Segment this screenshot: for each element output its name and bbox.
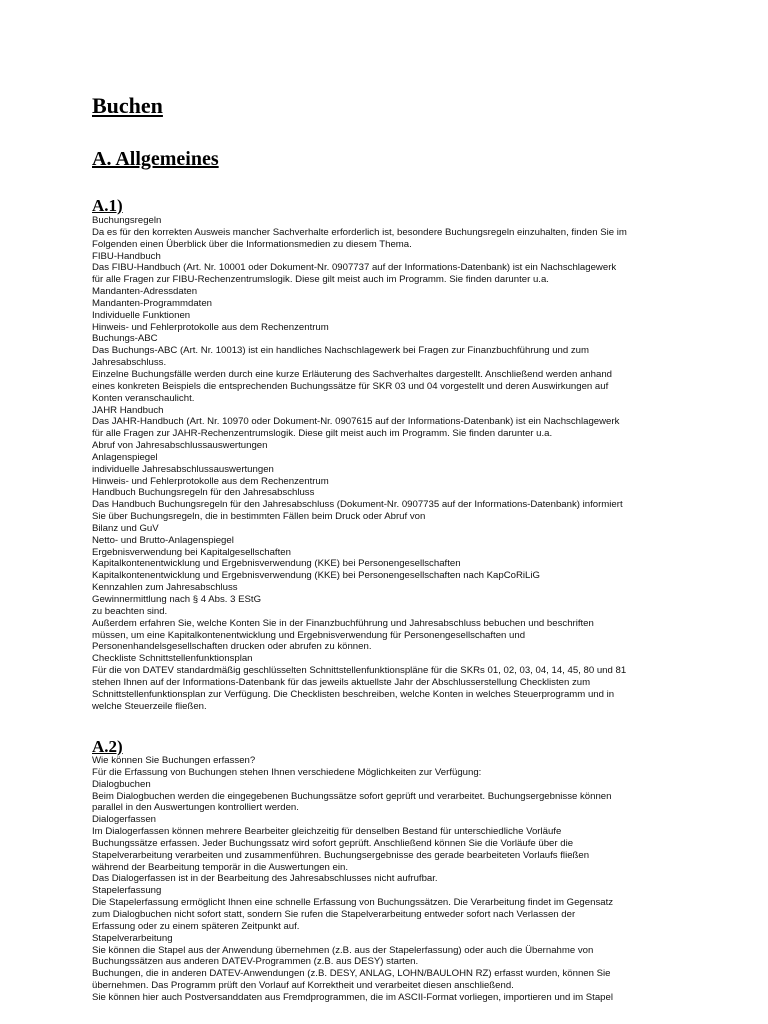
text-line: eines konkreten Beispiels die entsprechenden Buchungssätze für SKR 03 und 04 vorgestellt und deren Auswirkungen auf bbox=[92, 380, 609, 392]
text-line: Kapitalkontenentwicklung und Ergebnisverwendung (KKE) bei Personengesellschaften bbox=[92, 558, 461, 570]
text-line: Handbuch Buchungsregeln für den Jahresabschluss bbox=[92, 487, 315, 499]
text-line: Sie können hier auch Postversanddaten aus Fremdprogrammen, die im ASCII-Format vorliegen, importieren und im Stapel bbox=[92, 991, 613, 1003]
text-line: Buchungssätzen aus anderen DATEV-Programmen (z.B. aus DESY) starten. bbox=[92, 956, 419, 968]
text-line: Das Handbuch Buchungsregeln für den Jahresabschluss (Dokument-Nr. 0907735 auf der Informations-Datenbank) informiert bbox=[92, 499, 623, 511]
text-line: Im Dialogerfassen können mehrere Bearbeiter gleichzeitig für denselben Bestand für unterschiedliche Vorläufe bbox=[92, 826, 562, 838]
section-body-a2 bbox=[92, 755, 682, 1004]
text-line: Stapelerfassung bbox=[92, 885, 162, 897]
text-line: Das Dialogerfassen ist in der Bearbeitung des Jahresabschlusses nicht aufrufbar. bbox=[92, 873, 438, 885]
text-line: Erfassung oder zu einem späteren Zeitpunkt auf. bbox=[92, 920, 300, 932]
text-line: Konten veranschaulicht. bbox=[92, 392, 195, 404]
text-line: Personenhandelsgesellschaften drucken oder abrufen zu können. bbox=[92, 641, 372, 653]
chapter-heading: A. Allgemeines bbox=[92, 148, 219, 170]
text-line: müssen, um eine Kapitalkontenentwicklung und Ergebnisverwendung für Personengesellschaften und bbox=[92, 629, 526, 641]
text-line: individuelle Jahresabschlussauswertungen bbox=[92, 463, 274, 475]
text-line: Hinweis- und Fehlerprotokolle aus dem Rechenzentrum bbox=[92, 475, 329, 487]
text-line: Schnittstellenfunktionsplan zur Verfügung. Die Checklisten beschreiben, welche Konten in welches Steuerprogramm und in bbox=[92, 688, 615, 700]
text-line: Buchungs-ABC bbox=[92, 333, 158, 345]
text-line: Für die Erfassung von Buchungen stehen Ihnen verschiedene Möglichkeiten zur Verfügung: bbox=[92, 766, 482, 778]
text-line: Dialogbuchen bbox=[92, 778, 151, 790]
text-line: für alle Fragen zur JAHR-Rechenzentrumslogik. Diese gilt meist auch im Programm. Sie finden darunter u.a. bbox=[92, 428, 553, 440]
text-line: Stapelverarbeitung bbox=[92, 932, 173, 944]
text-line: Jahresabschluss. bbox=[92, 357, 167, 369]
text-line: Da es für den korrekten Ausweis mancher Sachverhalte erforderlich ist, besondere Buchungsregeln einzuhalten, finden Sie im bbox=[92, 226, 627, 238]
text-line: Kennzahlen zum Jahresabschluss bbox=[92, 582, 238, 594]
text-line: Die Stapelerfassung ermöglicht Ihnen eine schnelle Erfassung von Buchungssätzen. Die Verarbeitung findet im Gegensatz bbox=[92, 897, 614, 909]
text-line: welche Steuerzeile fließen. bbox=[92, 700, 207, 712]
text-line: Kapitalkontenentwicklung und Ergebnisverwendung (KKE) bei Personengesellschaften nach KapCoRiLiG bbox=[92, 570, 540, 582]
text-line: zum Dialogbuchen nicht sofort statt, sondern Sie rufen die Stapelverarbeitung entweder sofort nach Verlassen der bbox=[92, 908, 576, 920]
text-line: JAHR Handbuch bbox=[92, 404, 164, 416]
text-line: Ergebnisverwendung bei Kapitalgesellschaften bbox=[92, 546, 291, 558]
text-line: Dialogerfassen bbox=[92, 814, 156, 826]
text-line: Sie über Buchungsregeln, die in bestimmten Fällen beim Druck oder Abruf von bbox=[92, 511, 426, 523]
section-heading-a2: A.2) bbox=[92, 737, 123, 756]
text-line: Buchungen, die in anderen DATEV-Anwendungen (z.B. DESY, ANLAG, LOHN/BAULOHN RZ) erfasst wurden, können Sie bbox=[92, 968, 611, 980]
text-line: Abruf von Jahresabschlussauswertungen bbox=[92, 440, 268, 452]
text-line: Das JAHR-Handbuch (Art. Nr. 10970 oder Dokument-Nr. 0907615 auf der Informations-Datenbank) ist ein Nachschlagewerk bbox=[92, 416, 620, 428]
text-line: Wie können Sie Buchungen erfassen? bbox=[92, 755, 256, 766]
text-line: Das FIBU-Handbuch (Art. Nr. 10001 oder Dokument-Nr. 0907737 auf der Informations-Datenbank) ist ein Nachschlagewerk bbox=[92, 262, 617, 274]
text-line: Außerdem erfahren Sie, welche Konten Sie in der Finanzbuchführung und Jahresabschluss bebuchen und beschriften bbox=[92, 617, 594, 629]
text-line: für alle Fragen zur FIBU-Rechenzentrumslogik. Diese gilt meist auch im Programm. Sie finden darunter u.a. bbox=[92, 274, 549, 286]
text-line: FIBU-Handbuch bbox=[92, 250, 161, 262]
text-line: Checkliste Schnittstellenfunktionsplan bbox=[92, 653, 253, 665]
text-line: Mandanten-Programmdaten bbox=[92, 297, 212, 309]
text-line: Folgenden einen Überblick über die Informationsmedien zu diesem Thema. bbox=[92, 238, 412, 250]
text-line: Buchungssätze erfassen. Jeder Buchungssatz wird sofort geprüft. Anschließend können Sie die Vorläufe über die bbox=[92, 837, 574, 849]
document-title: Buchen bbox=[92, 93, 163, 118]
text-line: Sie können die Stapel aus der Anwendung übernehmen (z.B. aus der Stapelerfassung) oder auch die Übernahme von bbox=[92, 944, 594, 956]
text-line: Hinweis- und Fehlerprotokolle aus dem Rechenzentrum bbox=[92, 321, 329, 333]
text-line: Buchungsregeln bbox=[92, 215, 162, 226]
text-line: Individuelle Funktionen bbox=[92, 309, 191, 321]
text-line: Mandanten-Adressdaten bbox=[92, 286, 198, 298]
text-line: Netto- und Brutto-Anlagenspiegel bbox=[92, 534, 234, 546]
text-line: Einzelne Buchungsfälle werden durch eine kurze Erläuterung des Sachverhaltes dargestellt. Anschließend werden anhand bbox=[92, 368, 612, 380]
text-line: Anlagenspiegel bbox=[92, 451, 158, 463]
text-line: Stapelverarbeitung verarbeiten und zusammenführen. Buchungsergebnisse des gerade bearbeiteten Vorlaufs fließen bbox=[92, 849, 590, 861]
text-line: Bilanz und GuV bbox=[92, 522, 159, 534]
text-line: Gewinnermittlung nach § 4 Abs. 3 EStG bbox=[92, 594, 262, 605]
text-line: Beim Dialogbuchen werden die eingegebenen Buchungssätze sofort geprüft und verarbeitet. Buchungsergebnisse können bbox=[92, 790, 612, 802]
text-line: übernehmen. Das Programm prüft den Vorlauf auf Korrektheit und verarbeitet diesen anschließend. bbox=[92, 980, 514, 992]
section-heading-a1: A.1) bbox=[92, 196, 123, 215]
text-line: parallel in den Auswertungen kontrolliert werden. bbox=[92, 802, 299, 814]
text-line: stehen Ihnen auf der Informations-Datenbank für das jeweils aktuellste Jahr der Abschlusserstellung Checklisten zum bbox=[92, 676, 591, 688]
text-line: Das Buchungs-ABC (Art. Nr. 10013) ist ein handliches Nachschlagewerk bei Fragen zur Finanzbuchführung und zum bbox=[92, 345, 590, 357]
text-line: während der Bearbeitung temporär in die Auswertungen ein. bbox=[92, 861, 348, 873]
text-line: Für die von DATEV standardmäßig geschlüsselten Schnittstellenfunktionspläne für die SKRs 01, 02, 03, 04, 14, 45, 80 und 81 bbox=[92, 665, 627, 677]
text-line: zu beachten sind. bbox=[92, 605, 168, 617]
section-body-a1 bbox=[92, 215, 682, 712]
